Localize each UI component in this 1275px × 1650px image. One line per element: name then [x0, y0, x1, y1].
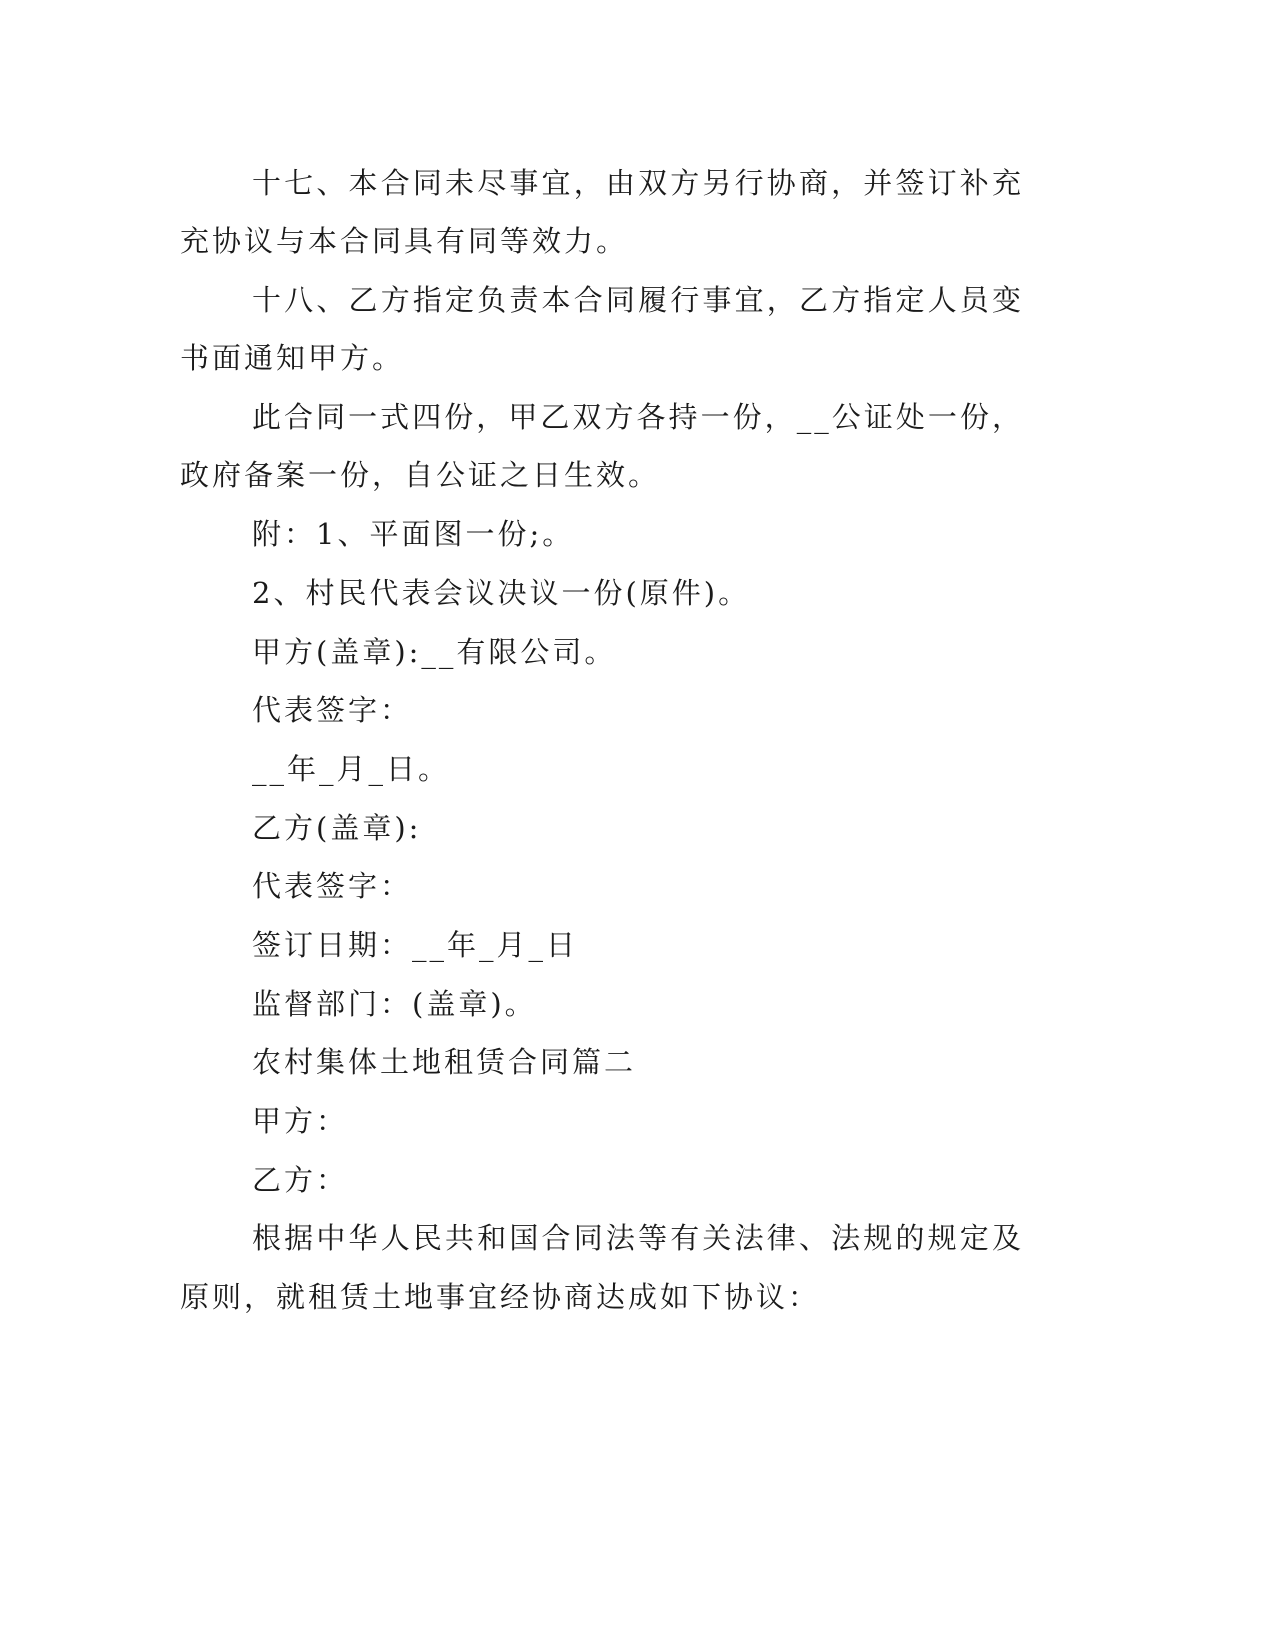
clause-17-line-1: 十七、本合同未尽事宜，由双方另行协商，并签订补充 [252, 166, 1024, 200]
party-a-date: __年_月_日。 [252, 752, 451, 786]
copies-line-1: 此合同一式四份，甲乙双方各持一份，__公证处一份， [252, 400, 1024, 434]
party-b-seal: 乙方(盖章): [252, 811, 422, 845]
party-a-label: 甲方： [252, 1104, 349, 1138]
supervisor-seal: 监督部门：(盖章)。 [252, 987, 537, 1021]
party-a-signature: 代表签字： [252, 693, 413, 727]
party-a-seal: 甲方(盖章):__有限公司。 [252, 635, 617, 669]
section-title: 农村集体土地租赁合同篇二 [252, 1045, 637, 1079]
preamble-line-1: 根据中华人民共和国合同法等有关法律、法规的规定及 [252, 1221, 1024, 1255]
party-b-label: 乙方： [252, 1163, 349, 1197]
copies-line-2: 政府备案一份，自公证之日生效。 [180, 458, 661, 492]
clause-18-line-1: 十八、乙方指定负责本合同履行事宜，乙方指定人员变 [252, 283, 1024, 317]
clause-17-line-2: 充协议与本合同具有同等效力。 [180, 224, 629, 258]
preamble-line-2: 原则，就租赁土地事宜经协商达成如下协议： [180, 1280, 821, 1314]
clause-18-line-2: 书面通知甲方。 [180, 341, 405, 375]
attachment-1: 附：1、平面图一份;。 [252, 517, 575, 551]
attachment-2: 2、村民代表会议决议一份(原件)。 [252, 576, 751, 610]
signing-date: 签订日期：__年_月_日 [252, 928, 579, 962]
party-b-signature: 代表签字： [252, 869, 413, 903]
